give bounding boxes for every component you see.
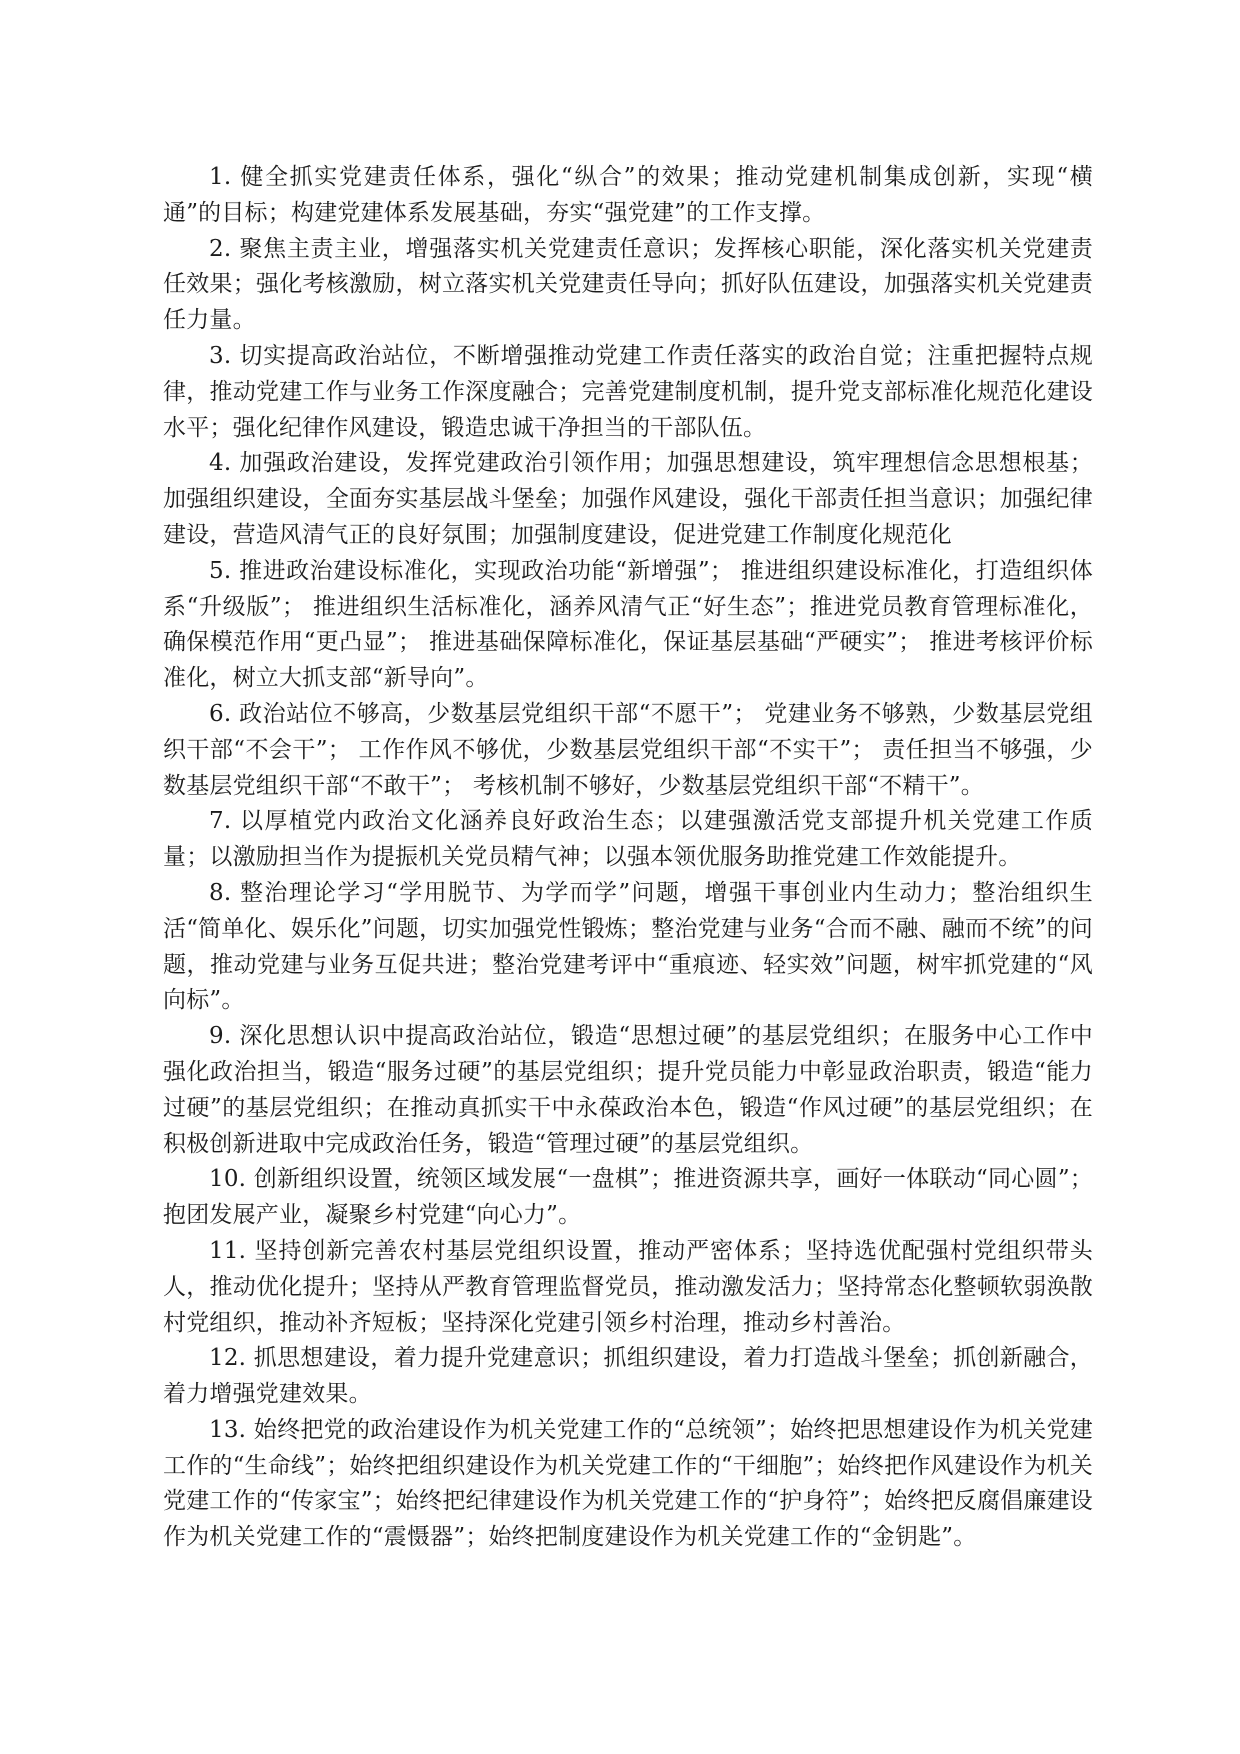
paragraph-1: 1. 健全抓实党建责任体系，强化“纵合”的效果；推动党建机制集成创新，实现“横通”的目标；构建党建体系发展基础，夯实“强党建”的工作支撑。 (163, 164, 1093, 226)
paragraph-11: 11. 坚持创新完善农村基层党组织设置，推动严密体系；坚持选优配强村党组织带头人，推动优化提升；坚持从严教育管理监督党员，推动激发活力；坚持常态化整顿软弱涣散村党组织，推动补齐短板；坚持深化党建引领乡村治理，推动乡村善治。 (163, 1237, 1093, 1336)
paragraph-12: 12. 抓思想建设，着力提升党建意识；抓组织建设，着力打造战斗堡垒；抓创新融合，着力增强党建效果。 (163, 1345, 1093, 1408)
paragraph-8: 8. 整治理论学习“学用脱节、为学而学”问题，增强干事创业内生动力；整治组织生活“简单化、娱乐化”问题，切实加强党性锻炼；整治党建与业务“合而不融、融而不统”的问题，推动党建与业务互促共进；整治党建考评中“重痕迹、轻实效”问题，树牢抓党建的“风向标”。 (163, 879, 1093, 1014)
paragraph-9: 9. 深化思想认识中提高政治站位，锻造“思想过硬”的基层党组织；在服务中心工作中强化政治担当，锻造“服务过硬”的基层党组织；提升党员能力中彰显政治职责，锻造“能力过硬”的基层党组织；在推动真抓实干中永葆政治本色，锻造“作风过硬”的基层党组织；在积极创新进取中完成政治任务，锻造“管理过硬”的基层党组织。 (163, 1023, 1093, 1157)
paragraph-13: 13. 始终把党的政治建设作为机关党建工作的“总统领”；始终把思想建设作为机关党建工作的“生命线”；始终把组织建设作为机关党建工作的“干细胞”；始终把作风建设作为机关党建工作的“传家宝”；始终把纪律建设作为机关党建工作的“护身符”；始终把反腐倡廉建设作为机关党建工作的“震慑器”；始终把制度建设作为机关党建工作的“金钥匙”。 (163, 1416, 1093, 1551)
paragraph-10: 10. 创新组织设置，统领区域发展“一盘棋”；推进资源共享，画好一体联动“同心圆”；抱团发展产业，凝聚乡村党建“向心力”。 (163, 1166, 1093, 1229)
paragraph-5: 5. 推进政治建设标准化，实现政治功能“新增强”； 推进组织建设标准化，打造组织体系“升级版”； 推进组织生活标准化，涵养风清气正“好生态”；推进党员教育管理标准化，确保模范作用“更凸显”； 推进基础保障标准化，保证基层基础“严硬实”； 推进考核评价标准化，树立大抓支部“新导向”。 (163, 557, 1093, 692)
paragraph-4: 4. 加强政治建设，发挥党建政治引领作用；加强思想建设，筑牢理想信念思想根基；加强组织建设，全面夯实基层战斗堡垒；加强作风建设，强化干部责任担当意识；加强纪律建设，营造风清气正的良好氛围；加强制度建设，促进党建工作制度化规范化 (163, 450, 1093, 548)
paragraph-3: 3. 切实提高政治站位，不断增强推动党建工作责任落实的政治自觉；注重把握特点规律，推动党建工作与业务工作深度融合；完善党建制度机制，提升党支部标准化规范化建设水平；强化纪律作风建设，锻造忠诚干净担当的干部队伍。 (163, 342, 1093, 441)
paragraph-6: 6. 政治站位不够高，少数基层党组织干部“不愿干”； 党建业务不够熟，少数基层党组织干部“不会干”； 工作作风不够优，少数基层党组织干部“不实干”； 责任担当不够强，少数基层党组织干部“不敢干”； 考核机制不够好，少数基层党组织干部“不精干”。 (163, 700, 1093, 799)
paragraph-7: 7. 以厚植党内政治文化涵养良好政治生态；以建强激活党支部提升机关党建工作质量；以激励担当作为提振机关党员精气神；以强本领优服务助推党建工作效能提升。 (163, 808, 1093, 871)
paragraph-2: 2. 聚焦主责主业，增强落实机关党建责任意识；发挥核心职能，深化落实机关党建责任效果；强化考核激励，树立落实机关党建责任导向；抓好队伍建设，加强落实机关党建责任力量。 (163, 235, 1093, 334)
document-body (163, 160, 1093, 1556)
